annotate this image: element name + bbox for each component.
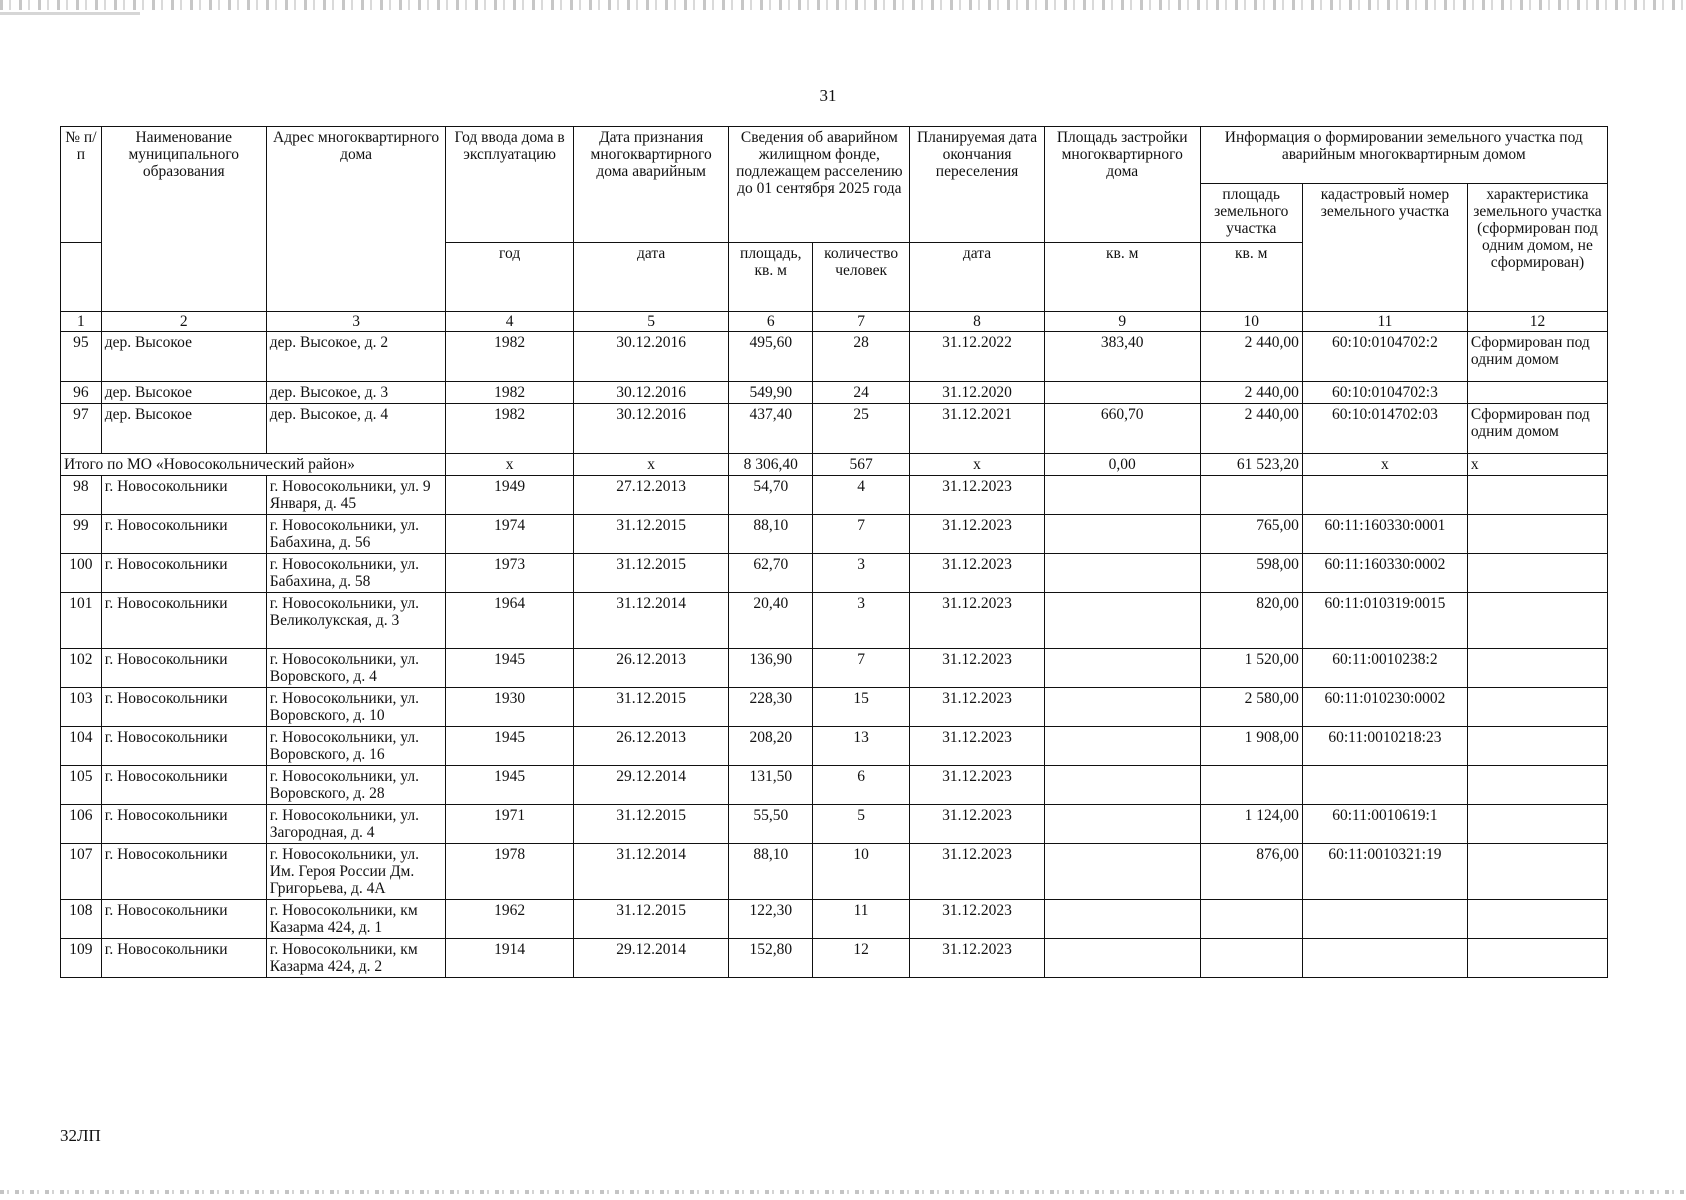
table-row: [61, 939, 1608, 978]
cell-municipality: г. Новосокольники: [101, 554, 266, 593]
col-header-cadastral: кадастровый номер земельного участка: [1302, 184, 1467, 312]
col-header-land-char: характеристика земельного участка (сформирован под одним домом, не сформирован): [1467, 184, 1607, 312]
cell-num: 103: [61, 688, 102, 727]
cell-area: 228,30: [729, 688, 813, 727]
cell-building-area: [1044, 939, 1200, 978]
cell-cadastral: 60:11:0010321:19: [1302, 844, 1467, 900]
cell-land-area: 765,00: [1200, 515, 1302, 554]
cell-land-area: 1 908,00: [1200, 727, 1302, 766]
cell-land-char: [1467, 515, 1607, 554]
cell-area: 88,10: [729, 515, 813, 554]
cell-num: 105: [61, 766, 102, 805]
table-row: [61, 593, 1608, 649]
cell-cadastral: 60:11:160330:0002: [1302, 554, 1467, 593]
cell-cadastral: [1302, 766, 1467, 805]
cell-num: 108: [61, 900, 102, 939]
table-row: [61, 900, 1608, 939]
cell-area: 62,70: [729, 554, 813, 593]
col-header-planned-date: Планируемая дата окончания переселения: [910, 127, 1045, 243]
cell-year: 1978: [446, 844, 573, 900]
cell-land-area: 598,00: [1200, 554, 1302, 593]
table-row: [61, 805, 1608, 844]
cell-year: 1945: [446, 649, 573, 688]
cell-municipality: г. Новосокольники: [101, 649, 266, 688]
cell-plan-date: 31.12.2020: [910, 382, 1045, 404]
cell-people: 10: [813, 844, 910, 900]
cell-people: 15: [813, 688, 910, 727]
cell-plan-date: 31.12.2023: [910, 593, 1045, 649]
cell-building-area: [1044, 476, 1200, 515]
cell-cadastral: [1302, 939, 1467, 978]
table-row: [61, 515, 1608, 554]
cell-address: г. Новосокольники, ул. Воровского, д. 16: [266, 727, 446, 766]
col-header-land-info: Информация о формировании земельного участка под аварийным многоквартирным домом: [1200, 127, 1607, 184]
cell-plan-date: 31.12.2023: [910, 939, 1045, 978]
cell-plan-date: 31.12.2023: [910, 766, 1045, 805]
cell-area: 495,60: [729, 332, 813, 382]
total-people: 567: [813, 454, 910, 476]
cell-address: г. Новосокольники, ул. Загородная, д. 4: [266, 805, 446, 844]
cell-date: 30.12.2016: [573, 382, 729, 404]
cell-area: 54,70: [729, 476, 813, 515]
unit-sqm-land: кв. м: [1200, 243, 1302, 312]
cell-address: г. Новосокольники, ул. 9 Января, д. 45: [266, 476, 446, 515]
cell-land-char: Сформирован под одним домом: [1467, 332, 1607, 382]
cell-address: г. Новосокольники, ул. Воровского, д. 4: [266, 649, 446, 688]
cell-num: 99: [61, 515, 102, 554]
col-header-year: Год ввода дома в эксплуатацию: [446, 127, 573, 243]
cell-num: 101: [61, 593, 102, 649]
cell-cadastral: 60:11:010230:0002: [1302, 688, 1467, 727]
cell-land-area: 2 440,00: [1200, 404, 1302, 454]
page-number: 31: [819, 86, 837, 105]
cell-address: г. Новосокольники, ул. Воровского, д. 10: [266, 688, 446, 727]
cell-date: 30.12.2016: [573, 332, 729, 382]
cell-num: 100: [61, 554, 102, 593]
col-number: 2: [101, 312, 266, 332]
cell-people: 3: [813, 554, 910, 593]
cell-year: 1964: [446, 593, 573, 649]
col-number: 11: [1302, 312, 1467, 332]
cell-plan-date: 31.12.2023: [910, 844, 1045, 900]
table-row: [61, 404, 1608, 454]
unit-year: год: [446, 243, 573, 312]
total-plan: х: [910, 454, 1045, 476]
cell-year: 1962: [446, 900, 573, 939]
cell-address: г. Новосокольники, ул. Бабахина, д. 56: [266, 515, 446, 554]
cell-municipality: г. Новосокольники: [101, 900, 266, 939]
cell-year: 1930: [446, 688, 573, 727]
table-row: [61, 727, 1608, 766]
cell-plan-date: 31.12.2023: [910, 515, 1045, 554]
cell-area: 208,20: [729, 727, 813, 766]
cell-date: 31.12.2015: [573, 900, 729, 939]
cell-people: 11: [813, 900, 910, 939]
cell-people: 24: [813, 382, 910, 404]
cell-land-char: [1467, 900, 1607, 939]
unit-date: дата: [573, 243, 729, 312]
table-row: [61, 649, 1608, 688]
col-number: 1: [61, 312, 102, 332]
cell-plan-date: 31.12.2023: [910, 688, 1045, 727]
cell-municipality: г. Новосокольники: [101, 844, 266, 900]
cell-address: дер. Высокое, д. 2: [266, 332, 446, 382]
table-row: [61, 332, 1608, 382]
cell-municipality: г. Новосокольники: [101, 727, 266, 766]
scan-noise-bottom: [0, 1190, 1686, 1194]
cell-plan-date: 31.12.2023: [910, 476, 1045, 515]
cell-municipality: г. Новосокольники: [101, 476, 266, 515]
cell-municipality: г. Новосокольники: [101, 805, 266, 844]
cell-num: 98: [61, 476, 102, 515]
column-number-row: [61, 312, 1608, 332]
unit-area: площадь, кв. м: [729, 243, 813, 312]
cell-building-area: 383,40: [1044, 332, 1200, 382]
cell-cadastral: [1302, 900, 1467, 939]
cell-land-char: [1467, 727, 1607, 766]
cell-building-area: [1044, 382, 1200, 404]
cell-municipality: дер. Высокое: [101, 404, 266, 454]
cell-land-char: [1467, 554, 1607, 593]
cell-people: 7: [813, 649, 910, 688]
table-row: [61, 382, 1608, 404]
cell-address: г. Новосокольники, ул. Им. Героя России Дм. Григорьева, д. 4А: [266, 844, 446, 900]
cell-land-area: 876,00: [1200, 844, 1302, 900]
housing-register-table: [60, 126, 1608, 978]
cell-land-char: [1467, 476, 1607, 515]
cell-area: 549,90: [729, 382, 813, 404]
cell-year: 1971: [446, 805, 573, 844]
cell-date: 31.12.2014: [573, 844, 729, 900]
cell-area: 437,40: [729, 404, 813, 454]
col-number: 9: [1044, 312, 1200, 332]
total-area: 8 306,40: [729, 454, 813, 476]
header-row-1: [61, 127, 1608, 184]
cell-date: 31.12.2014: [573, 593, 729, 649]
cell-building-area: [1044, 805, 1200, 844]
total-land-char: х: [1467, 454, 1607, 476]
cell-people: 3: [813, 593, 910, 649]
cell-building-area: [1044, 900, 1200, 939]
cell-area: 131,50: [729, 766, 813, 805]
cell-address: г. Новосокольники, км Казарма 424, д. 2: [266, 939, 446, 978]
cell-address: г. Новосокольники, км Казарма 424, д. 1: [266, 900, 446, 939]
total-land-area: 61 523,20: [1200, 454, 1302, 476]
cell-num: 102: [61, 649, 102, 688]
scan-noise-top-mark: [0, 12, 140, 15]
cell-cadastral: 60:10:0104702:3: [1302, 382, 1467, 404]
cell-municipality: г. Новосокольники: [101, 688, 266, 727]
cell-land-area: 1 520,00: [1200, 649, 1302, 688]
scan-noise-top: [0, 0, 1686, 10]
cell-people: 12: [813, 939, 910, 978]
cell-land-char: [1467, 766, 1607, 805]
unit-num-empty: [61, 243, 102, 312]
cell-year: 1974: [446, 515, 573, 554]
col-number: 8: [910, 312, 1045, 332]
cell-area: 55,50: [729, 805, 813, 844]
cell-people: 13: [813, 727, 910, 766]
col-number: 4: [446, 312, 573, 332]
cell-municipality: дер. Высокое: [101, 332, 266, 382]
col-header-address: Адрес многоквартирного дома: [266, 127, 446, 312]
cell-building-area: [1044, 766, 1200, 805]
cell-num: 96: [61, 382, 102, 404]
cell-address: г. Новосокольники, ул. Великолукская, д. 3: [266, 593, 446, 649]
table-row: [61, 688, 1608, 727]
col-header-info-housing: Сведения об аварийном жилищном фонде, подлежащем расселению до 01 сентября 2025 года: [729, 127, 910, 243]
cell-date: 27.12.2013: [573, 476, 729, 515]
cell-area: 152,80: [729, 939, 813, 978]
cell-land-area: [1200, 900, 1302, 939]
cell-date: 26.12.2013: [573, 649, 729, 688]
cell-num: 107: [61, 844, 102, 900]
cell-municipality: г. Новосокольники: [101, 515, 266, 554]
cell-building-area: [1044, 844, 1200, 900]
cell-plan-date: 31.12.2022: [910, 332, 1045, 382]
col-header-date-recognized: Дата признания многоквартирного дома аварийным: [573, 127, 729, 243]
footer-code: 32ЛП: [60, 1126, 101, 1145]
total-building-area: 0,00: [1044, 454, 1200, 476]
cell-plan-date: 31.12.2023: [910, 727, 1045, 766]
cell-land-char: [1467, 844, 1607, 900]
cell-date: 29.12.2014: [573, 939, 729, 978]
cell-plan-date: 31.12.2021: [910, 404, 1045, 454]
cell-area: 20,40: [729, 593, 813, 649]
cell-year: 1945: [446, 766, 573, 805]
table-row: [61, 554, 1608, 593]
unit-sqm-building: кв. м: [1044, 243, 1200, 312]
col-header-municipality: Наименование муниципального образования: [101, 127, 266, 312]
unit-date2: дата: [910, 243, 1045, 312]
col-number: 3: [266, 312, 446, 332]
cell-num: 104: [61, 727, 102, 766]
cell-building-area: [1044, 593, 1200, 649]
cell-year: 1982: [446, 404, 573, 454]
cell-building-area: [1044, 727, 1200, 766]
cell-date: 31.12.2015: [573, 554, 729, 593]
cell-address: дер. Высокое, д. 3: [266, 382, 446, 404]
cell-area: 122,30: [729, 900, 813, 939]
cell-date: 26.12.2013: [573, 727, 729, 766]
col-number: 7: [813, 312, 910, 332]
cell-date: 31.12.2015: [573, 805, 729, 844]
cell-land-area: [1200, 766, 1302, 805]
cell-address: дер. Высокое, д. 4: [266, 404, 446, 454]
cell-cadastral: 60:11:160330:0001: [1302, 515, 1467, 554]
cell-people: 5: [813, 805, 910, 844]
table-row: [61, 476, 1608, 515]
cell-land-area: 2 440,00: [1200, 332, 1302, 382]
cell-date: 30.12.2016: [573, 404, 729, 454]
cell-people: 25: [813, 404, 910, 454]
cell-municipality: дер. Высокое: [101, 382, 266, 404]
cell-address: г. Новосокольники, ул. Воровского, д. 28: [266, 766, 446, 805]
total-date: х: [573, 454, 729, 476]
cell-year: 1949: [446, 476, 573, 515]
cell-year: 1982: [446, 332, 573, 382]
cell-people: 7: [813, 515, 910, 554]
cell-land-char: [1467, 649, 1607, 688]
cell-year: 1982: [446, 382, 573, 404]
cell-land-area: 2 440,00: [1200, 382, 1302, 404]
cell-cadastral: 60:11:0010218:23: [1302, 727, 1467, 766]
col-number: 10: [1200, 312, 1302, 332]
cell-year: 1945: [446, 727, 573, 766]
cell-area: 136,90: [729, 649, 813, 688]
col-number: 12: [1467, 312, 1607, 332]
col-header-building-area: Площадь застройки многоквартирного дома: [1044, 127, 1200, 243]
cell-land-char: [1467, 593, 1607, 649]
cell-cadastral: 60:10:014702:03: [1302, 404, 1467, 454]
cell-land-char: [1467, 805, 1607, 844]
cell-people: 28: [813, 332, 910, 382]
cell-date: 31.12.2015: [573, 515, 729, 554]
cell-land-char: [1467, 382, 1607, 404]
cell-land-area: [1200, 939, 1302, 978]
cell-cadastral: 60:10:0104702:2: [1302, 332, 1467, 382]
cell-num: 106: [61, 805, 102, 844]
cell-cadastral: [1302, 476, 1467, 515]
cell-people: 4: [813, 476, 910, 515]
cell-land-area: 820,00: [1200, 593, 1302, 649]
cell-municipality: г. Новосокольники: [101, 593, 266, 649]
col-number: 5: [573, 312, 729, 332]
cell-address: г. Новосокольники, ул. Бабахина, д. 58: [266, 554, 446, 593]
cell-area: 88,10: [729, 844, 813, 900]
col-header-num: № п/п: [61, 127, 102, 243]
cell-plan-date: 31.12.2023: [910, 649, 1045, 688]
cell-building-area: [1044, 515, 1200, 554]
cell-cadastral: 60:11:010319:0015: [1302, 593, 1467, 649]
table-row: [61, 844, 1608, 900]
total-cadastral: х: [1302, 454, 1467, 476]
cell-municipality: г. Новосокольники: [101, 939, 266, 978]
col-header-land-area: площадь земельного участка: [1200, 184, 1302, 243]
cell-year: 1973: [446, 554, 573, 593]
total-year: х: [446, 454, 573, 476]
cell-cadastral: 60:11:0010619:1: [1302, 805, 1467, 844]
cell-land-area: 1 124,00: [1200, 805, 1302, 844]
cell-building-area: [1044, 688, 1200, 727]
cell-land-area: [1200, 476, 1302, 515]
cell-land-area: 2 580,00: [1200, 688, 1302, 727]
cell-land-char: Сформирован под одним домом: [1467, 404, 1607, 454]
table-row: [61, 766, 1608, 805]
cell-plan-date: 31.12.2023: [910, 805, 1045, 844]
total-row: [61, 454, 1608, 476]
cell-municipality: г. Новосокольники: [101, 766, 266, 805]
cell-date: 29.12.2014: [573, 766, 729, 805]
unit-people: количество человек: [813, 243, 910, 312]
cell-people: 6: [813, 766, 910, 805]
cell-num: 97: [61, 404, 102, 454]
cell-cadastral: 60:11:0010238:2: [1302, 649, 1467, 688]
cell-land-char: [1467, 939, 1607, 978]
cell-plan-date: 31.12.2023: [910, 900, 1045, 939]
cell-building-area: 660,70: [1044, 404, 1200, 454]
cell-num: 95: [61, 332, 102, 382]
cell-building-area: [1044, 649, 1200, 688]
col-number: 6: [729, 312, 813, 332]
total-label: Итого по МО «Новосокольнический район»: [61, 454, 446, 476]
cell-building-area: [1044, 554, 1200, 593]
cell-num: 109: [61, 939, 102, 978]
cell-year: 1914: [446, 939, 573, 978]
cell-land-char: [1467, 688, 1607, 727]
cell-date: 31.12.2015: [573, 688, 729, 727]
cell-plan-date: 31.12.2023: [910, 554, 1045, 593]
